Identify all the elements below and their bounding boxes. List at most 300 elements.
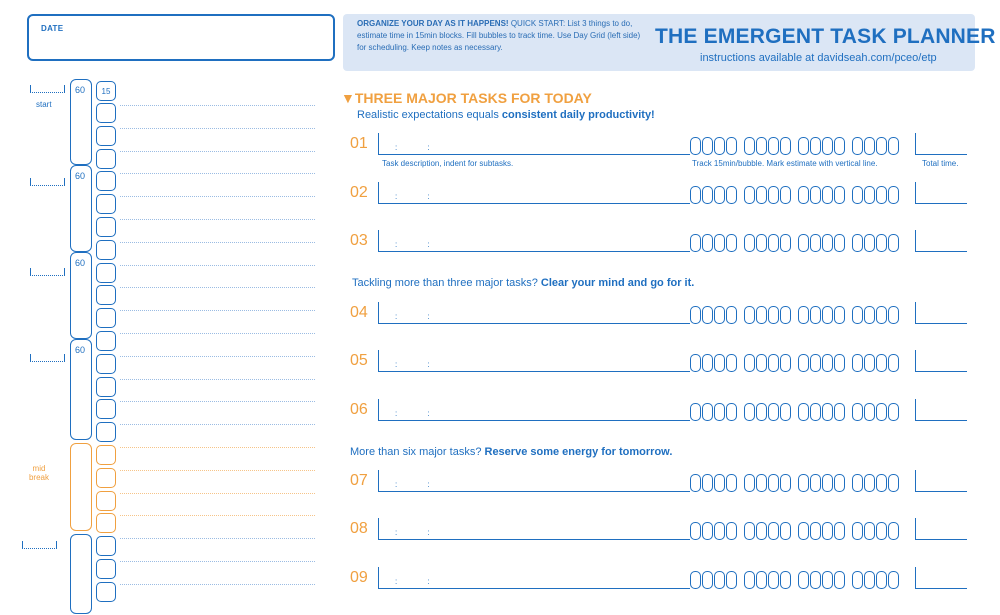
- hour-label: 60: [75, 258, 86, 268]
- total-time-field[interactable]: [915, 350, 967, 372]
- time-bubble[interactable]: [702, 234, 713, 252]
- time-bubble[interactable]: [876, 571, 887, 589]
- break-block[interactable]: [70, 443, 92, 531]
- instructions-link[interactable]: instructions available at davidseah.com/pceo/etp: [700, 52, 937, 64]
- hour-label: 60: [75, 85, 86, 95]
- time-bubble[interactable]: [888, 403, 899, 421]
- time-bubble[interactable]: [780, 571, 791, 589]
- quickstart-text: QUICK START: List 3 things to do, estimate time in 15min blocks. Fill bubbles to track time. Use Day Grid (left side) for scheduling. Keep notes as necessary.: [357, 19, 641, 52]
- time-bubble[interactable]: [834, 474, 845, 492]
- time-bubble[interactable]: [726, 234, 737, 252]
- indent-ticks: : :: [395, 409, 444, 418]
- time-bubble[interactable]: [726, 137, 737, 155]
- task-number: 09: [350, 569, 368, 586]
- task-description-field[interactable]: [378, 470, 690, 492]
- time-bubble[interactable]: [876, 474, 887, 492]
- quarter-bubble[interactable]: [96, 263, 116, 283]
- task-description-field[interactable]: [378, 350, 690, 372]
- schedule-dotted-line: [120, 515, 315, 516]
- schedule-dotted-line: [120, 538, 315, 539]
- time-bubble[interactable]: [822, 186, 833, 204]
- time-bubble[interactable]: [726, 403, 737, 421]
- time-tracking-bubbles: [690, 470, 899, 492]
- time-bubble[interactable]: [690, 571, 701, 589]
- schedule-dotted-line: [120, 196, 315, 197]
- total-time-field[interactable]: [915, 567, 967, 589]
- bubble-group: [798, 354, 845, 372]
- total-time-caption: Total time.: [922, 159, 959, 168]
- time-bubble[interactable]: [768, 403, 779, 421]
- task-description-field[interactable]: [378, 182, 690, 204]
- total-time-field[interactable]: [915, 399, 967, 421]
- time-bubble[interactable]: [744, 234, 755, 252]
- time-bubble[interactable]: [702, 186, 713, 204]
- time-bubble[interactable]: [744, 403, 755, 421]
- time-bubble[interactable]: [822, 403, 833, 421]
- time-bubble[interactable]: [834, 306, 845, 324]
- time-tracking-bubbles: [690, 302, 899, 324]
- quarter-bubble[interactable]: [96, 491, 116, 511]
- section-three-bold: Reserve some energy for tomorrow.: [484, 446, 673, 458]
- time-bubble[interactable]: [822, 354, 833, 372]
- section-two-text: [352, 277, 694, 289]
- quarter-bubble[interactable]: [96, 399, 116, 419]
- time-bubble[interactable]: [888, 234, 899, 252]
- time-bubble[interactable]: [714, 522, 725, 540]
- time-bubble[interactable]: [876, 306, 887, 324]
- bubble-group: [744, 234, 791, 252]
- date-label: DATE: [41, 24, 64, 33]
- time-tracking-bubbles: [690, 350, 899, 372]
- time-bubble[interactable]: [888, 306, 899, 324]
- time-bubble[interactable]: [780, 354, 791, 372]
- time-bubble[interactable]: [690, 522, 701, 540]
- task-number: 04: [350, 304, 368, 321]
- time-bubble[interactable]: [834, 234, 845, 252]
- bubble-group: [744, 186, 791, 204]
- time-bubble[interactable]: [780, 403, 791, 421]
- time-bubble[interactable]: [852, 354, 863, 372]
- quarter-bubble[interactable]: [96, 240, 116, 260]
- time-bubble[interactable]: [768, 186, 779, 204]
- time-bubble[interactable]: [756, 137, 767, 155]
- time-bubble[interactable]: [756, 522, 767, 540]
- bubble-group: [852, 186, 899, 204]
- time-bubble[interactable]: [744, 522, 755, 540]
- time-bubble[interactable]: [726, 522, 737, 540]
- time-bubble[interactable]: [744, 186, 755, 204]
- bubble-group: [744, 522, 791, 540]
- task-number: 02: [350, 184, 368, 201]
- time-slot[interactable]: [30, 178, 65, 186]
- time-bubble[interactable]: [822, 522, 833, 540]
- time-bubble[interactable]: [756, 234, 767, 252]
- time-bubble[interactable]: [768, 522, 779, 540]
- time-bubble[interactable]: [690, 137, 701, 155]
- time-bubble[interactable]: [780, 137, 791, 155]
- bubble-group: [744, 474, 791, 492]
- time-bubble[interactable]: [876, 354, 887, 372]
- time-bubble[interactable]: [876, 186, 887, 204]
- total-time-field[interactable]: [915, 518, 967, 540]
- time-bubble[interactable]: [702, 403, 713, 421]
- time-bubble[interactable]: [810, 186, 821, 204]
- time-bubble[interactable]: [888, 354, 899, 372]
- time-bubble[interactable]: [690, 474, 701, 492]
- time-bubble[interactable]: [834, 403, 845, 421]
- time-bubble[interactable]: [876, 522, 887, 540]
- hour-block[interactable]: [70, 165, 92, 252]
- time-bubble[interactable]: [744, 474, 755, 492]
- schedule-dotted-line: [120, 151, 315, 152]
- time-bubble[interactable]: [834, 571, 845, 589]
- task-number: 06: [350, 401, 368, 418]
- bubble-group: [798, 403, 845, 421]
- start-label: start: [36, 100, 52, 109]
- time-bubble[interactable]: [810, 571, 821, 589]
- time-bubble[interactable]: [852, 522, 863, 540]
- task-description-caption: Task description, indent for subtasks.: [382, 159, 514, 168]
- time-bubble[interactable]: [780, 186, 791, 204]
- time-bubble[interactable]: [798, 403, 809, 421]
- time-bubble[interactable]: [798, 522, 809, 540]
- time-bubble[interactable]: [690, 234, 701, 252]
- schedule-dotted-line: [120, 401, 315, 402]
- time-bubble[interactable]: [852, 234, 863, 252]
- time-bubble[interactable]: [888, 137, 899, 155]
- time-bubble[interactable]: [864, 354, 875, 372]
- task-description-field[interactable]: [378, 230, 690, 252]
- time-bubble[interactable]: [714, 306, 725, 324]
- time-bubble[interactable]: [702, 474, 713, 492]
- bubble-group: [744, 306, 791, 324]
- track-caption: Track 15min/bubble. Mark estimate with vertical line.: [692, 159, 878, 168]
- time-bubble[interactable]: [702, 522, 713, 540]
- task-description-field[interactable]: [378, 518, 690, 540]
- total-time-field[interactable]: [915, 230, 967, 252]
- time-bubble[interactable]: [888, 186, 899, 204]
- schedule-dotted-line: [120, 379, 315, 380]
- task-row: [350, 470, 970, 504]
- time-bubble[interactable]: [756, 403, 767, 421]
- time-bubble[interactable]: [756, 474, 767, 492]
- hour-block[interactable]: [70, 79, 92, 165]
- time-bubble[interactable]: [852, 403, 863, 421]
- quarter-bubble[interactable]: [96, 377, 116, 397]
- time-bubble[interactable]: [864, 306, 875, 324]
- time-bubble[interactable]: [690, 306, 701, 324]
- time-bubble[interactable]: [768, 234, 779, 252]
- time-bubble[interactable]: [834, 137, 845, 155]
- task-description-field[interactable]: [378, 399, 690, 421]
- time-bubble[interactable]: [810, 354, 821, 372]
- time-bubble[interactable]: [780, 522, 791, 540]
- time-bubble[interactable]: [714, 234, 725, 252]
- time-bubble[interactable]: [864, 186, 875, 204]
- total-time-field[interactable]: [915, 182, 967, 204]
- task-number: 08: [350, 520, 368, 537]
- schedule-dotted-line: [120, 356, 315, 357]
- time-bubble[interactable]: [744, 571, 755, 589]
- time-bubble[interactable]: [834, 522, 845, 540]
- bubble-group: [798, 474, 845, 492]
- indent-ticks: : :: [395, 528, 444, 537]
- time-bubble[interactable]: [744, 137, 755, 155]
- break-label: [24, 464, 54, 482]
- time-bubble[interactable]: [756, 306, 767, 324]
- time-bubble[interactable]: [768, 137, 779, 155]
- three-tasks-heading-text: THREE MAJOR TASKS FOR TODAY: [354, 90, 592, 106]
- time-bubble[interactable]: [852, 186, 863, 204]
- quarter-bubble[interactable]: [96, 559, 116, 579]
- time-bubble[interactable]: [876, 403, 887, 421]
- task-description-field[interactable]: [378, 567, 690, 589]
- time-bubble[interactable]: [768, 571, 779, 589]
- quarter-bubble[interactable]: [96, 217, 116, 237]
- schedule-dotted-line: [120, 493, 315, 494]
- quarter-bubble[interactable]: [96, 149, 116, 169]
- time-bubble[interactable]: [798, 137, 809, 155]
- time-bubble[interactable]: [852, 137, 863, 155]
- quarter-bubble[interactable]: [96, 354, 116, 374]
- task-row: [350, 399, 970, 433]
- time-bubble[interactable]: [822, 234, 833, 252]
- time-slot[interactable]: [30, 85, 65, 93]
- time-bubble[interactable]: [864, 474, 875, 492]
- bubble-group: [690, 306, 737, 324]
- time-bubble[interactable]: [864, 234, 875, 252]
- bubble-group: [852, 522, 899, 540]
- bubble-group: [690, 234, 737, 252]
- time-bubble[interactable]: [822, 571, 833, 589]
- task-number: 01: [350, 135, 368, 152]
- quickstart-bold: ORGANIZE YOUR DAY AS IT HAPPENS!: [357, 19, 509, 28]
- bubble-group: [690, 186, 737, 204]
- time-bubble[interactable]: [888, 522, 899, 540]
- time-bubble[interactable]: [690, 354, 701, 372]
- realistic-bold: consistent daily productivity!: [501, 109, 655, 121]
- indent-ticks: : :: [395, 143, 444, 152]
- task-number: 05: [350, 352, 368, 369]
- hour-block[interactable]: [70, 252, 92, 339]
- task-row: [350, 302, 970, 336]
- time-bubble[interactable]: [714, 186, 725, 204]
- task-number: 03: [350, 232, 368, 249]
- bubble-group: [690, 522, 737, 540]
- section-three-plain: More than six major tasks?: [350, 446, 485, 458]
- quarter-bubble[interactable]: [96, 126, 116, 146]
- bubble-group: [690, 474, 737, 492]
- time-bubble[interactable]: [744, 354, 755, 372]
- task-description-field[interactable]: [378, 133, 690, 155]
- schedule-dotted-line: [120, 470, 315, 471]
- section-two-bold: Clear your mind and go for it.: [540, 277, 695, 289]
- time-slot[interactable]: [30, 354, 65, 362]
- time-bubble[interactable]: [702, 137, 713, 155]
- quarter-bubble[interactable]: [96, 171, 116, 191]
- schedule-dotted-line: [120, 173, 315, 174]
- time-bubble[interactable]: [768, 306, 779, 324]
- time-bubble[interactable]: [810, 474, 821, 492]
- time-bubble[interactable]: [714, 571, 725, 589]
- time-bubble[interactable]: [864, 522, 875, 540]
- time-bubble[interactable]: [822, 137, 833, 155]
- section-two-plain: Tackling more than three major tasks?: [352, 277, 541, 289]
- schedule-dotted-line: [120, 219, 315, 220]
- time-bubble[interactable]: [864, 137, 875, 155]
- bubble-group: [852, 571, 899, 589]
- time-bubble[interactable]: [852, 571, 863, 589]
- quarter-bubble[interactable]: [96, 103, 116, 123]
- time-bubble[interactable]: [822, 306, 833, 324]
- indent-ticks: : :: [395, 577, 444, 586]
- planner-title: THE EMERGENT TASK PLANNER: [655, 25, 996, 48]
- hour-label: 60: [75, 171, 86, 181]
- quarter-bubble[interactable]: [96, 536, 116, 556]
- time-bubble[interactable]: [852, 306, 863, 324]
- quarter-bubble[interactable]: [96, 513, 116, 533]
- time-tracking-bubbles: [690, 182, 899, 204]
- quarter-bubble[interactable]: [96, 308, 116, 328]
- indent-ticks: : :: [395, 480, 444, 489]
- task-row: [350, 230, 970, 264]
- bubble-group: [798, 186, 845, 204]
- bubble-group: [798, 306, 845, 324]
- time-bubble[interactable]: [810, 306, 821, 324]
- time-bubble[interactable]: [798, 306, 809, 324]
- time-slot[interactable]: [30, 268, 65, 276]
- time-bubble[interactable]: [864, 403, 875, 421]
- time-bubble[interactable]: [726, 354, 737, 372]
- time-bubble[interactable]: [690, 403, 701, 421]
- bubble-group: [798, 234, 845, 252]
- date-field[interactable]: [27, 14, 335, 61]
- time-bubble[interactable]: [714, 474, 725, 492]
- time-bubble[interactable]: [798, 234, 809, 252]
- time-bubble[interactable]: [702, 354, 713, 372]
- task-row: [350, 518, 970, 552]
- bubble-group: [690, 354, 737, 372]
- bubble-group: [852, 137, 899, 155]
- quarter-bubble[interactable]: [96, 422, 116, 442]
- time-bubble[interactable]: [768, 354, 779, 372]
- time-bubble[interactable]: [852, 474, 863, 492]
- time-bubble[interactable]: [798, 474, 809, 492]
- schedule-dotted-line: [120, 333, 315, 334]
- time-bubble[interactable]: [726, 474, 737, 492]
- time-bubble[interactable]: [726, 186, 737, 204]
- schedule-dotted-line: [120, 447, 315, 448]
- time-bubble[interactable]: [726, 571, 737, 589]
- time-bubble[interactable]: [780, 306, 791, 324]
- total-time-field[interactable]: [915, 133, 967, 155]
- quarter-bubble[interactable]: [96, 445, 116, 465]
- time-tracking-bubbles: [690, 399, 899, 421]
- bubble-group: [744, 403, 791, 421]
- quarter-bubble[interactable]: [96, 194, 116, 214]
- time-bubble[interactable]: [744, 306, 755, 324]
- time-bubble[interactable]: [810, 403, 821, 421]
- time-bubble[interactable]: [702, 306, 713, 324]
- realistic-plain: Realistic expectations equals: [357, 109, 502, 121]
- time-bubble[interactable]: [864, 571, 875, 589]
- time-bubble[interactable]: [756, 571, 767, 589]
- time-tracking-bubbles: [690, 230, 899, 252]
- time-bubble[interactable]: [888, 474, 899, 492]
- quick-start-instructions: [357, 18, 647, 54]
- time-bubble[interactable]: [798, 186, 809, 204]
- time-bubble[interactable]: [810, 522, 821, 540]
- time-bubble[interactable]: [810, 137, 821, 155]
- quarter-bubble[interactable]: [96, 468, 116, 488]
- schedule-dotted-line: [120, 424, 315, 425]
- bubble-group: [852, 403, 899, 421]
- time-bubble[interactable]: [702, 571, 713, 589]
- task-row: [350, 133, 970, 167]
- section-three-text: [350, 446, 672, 458]
- time-bubble[interactable]: [822, 474, 833, 492]
- bubble-group: [744, 354, 791, 372]
- bubble-group: [744, 571, 791, 589]
- time-bubble[interactable]: [888, 571, 899, 589]
- hour-block[interactable]: [70, 534, 92, 614]
- time-bubble[interactable]: [876, 234, 887, 252]
- quarter-bubble[interactable]: [96, 331, 116, 351]
- schedule-dotted-line: [120, 584, 315, 585]
- task-row: [350, 350, 970, 384]
- time-bubble[interactable]: [798, 354, 809, 372]
- time-bubble[interactable]: [798, 571, 809, 589]
- bubble-group: [852, 354, 899, 372]
- indent-ticks: : :: [395, 192, 444, 201]
- time-bubble[interactable]: [780, 234, 791, 252]
- bubble-group: [690, 571, 737, 589]
- time-bubble[interactable]: [714, 354, 725, 372]
- time-bubble[interactable]: [756, 186, 767, 204]
- task-row: [350, 567, 970, 601]
- schedule-dotted-line: [120, 242, 315, 243]
- bubble-group: [744, 137, 791, 155]
- time-bubble[interactable]: [768, 474, 779, 492]
- bubble-group: [852, 474, 899, 492]
- schedule-dotted-line: [120, 310, 315, 311]
- time-bubble[interactable]: [756, 354, 767, 372]
- total-time-field[interactable]: [915, 302, 967, 324]
- time-tracking-bubbles: [690, 518, 899, 540]
- time-bubble[interactable]: [834, 354, 845, 372]
- time-bubble[interactable]: [726, 306, 737, 324]
- break-label-line2: break: [28, 473, 49, 482]
- schedule-dotted-line: [120, 128, 315, 129]
- task-description-field[interactable]: [378, 302, 690, 324]
- schedule-dotted-line: [120, 561, 315, 562]
- hour-block[interactable]: [70, 339, 92, 440]
- time-bubble[interactable]: [834, 186, 845, 204]
- bubble-group: [852, 306, 899, 324]
- time-bubble[interactable]: [690, 186, 701, 204]
- time-bubble[interactable]: [714, 137, 725, 155]
- indent-ticks: : :: [395, 312, 444, 321]
- time-bubble[interactable]: [714, 403, 725, 421]
- time-bubble[interactable]: [876, 137, 887, 155]
- time-bubble[interactable]: [810, 234, 821, 252]
- quarter-bubble[interactable]: [96, 582, 116, 602]
- time-bubble[interactable]: [780, 474, 791, 492]
- total-time-field[interactable]: [915, 470, 967, 492]
- time-slot[interactable]: [22, 541, 57, 549]
- quarter-bubble[interactable]: [96, 285, 116, 305]
- schedule-dotted-line: [120, 287, 315, 288]
